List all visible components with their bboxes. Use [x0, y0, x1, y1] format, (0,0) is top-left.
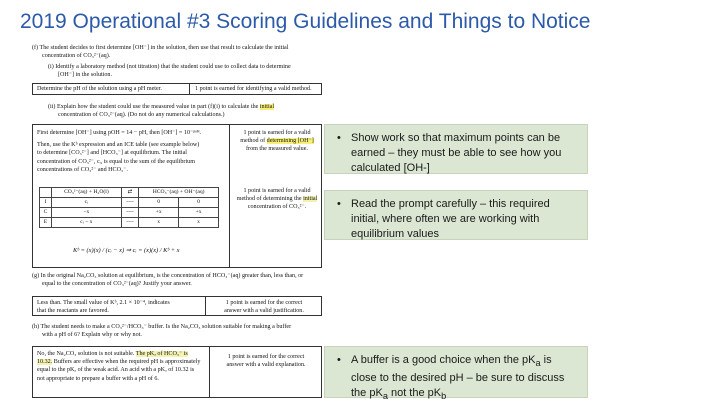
part-f-ii-line-2: concentration of CO₃²⁻(aq). (Do not do any numerical calculations.) [58, 112, 225, 119]
part-h-answer-box [32, 346, 322, 398]
part-f-prompt [32, 44, 502, 60]
part-g-answer-box [32, 296, 322, 316]
note-read-prompt-text: Read the prompt carefully – this required initial, where often we are working with equilibrium values [351, 198, 550, 240]
note-buffer: • A buffer is a good choice when the $pK_a$ is close to the desired pH – be sure to discuss the $pK_a$ not the $pK_b$ [324, 346, 588, 398]
part-f-line-2: concentration of CO₃²⁻(aq). [42, 53, 111, 60]
part-f-ii-points-1: 1 point is earned for a valid method of determining [OH⁻] from the measured value. [240, 130, 314, 153]
ice-table [39, 187, 219, 228]
part-f-i-answer: Determine the pH of the solution using a pH meter. [37, 86, 162, 92]
part-h-prompt [32, 323, 502, 339]
highlight-determining-oh: determining [OH⁻] [266, 138, 314, 145]
note-show-work-text: Show work so that maximum points can be earned – they must be able to see how you calculated [OH-] [351, 132, 562, 174]
part-f-i-prompt [48, 63, 498, 79]
part-g-points: 1 point is earned for the correct answer with a valid justification. [224, 300, 304, 315]
note-read-prompt: • Read the prompt carefully – this required initial, where often we are working with equilibrium values [324, 190, 588, 240]
part-g-line-1: (g) In the original Na₂CO₃ solution at equilibrium, is the concentration of HCO₃⁻(aq) greater than, less than, or [32, 273, 304, 279]
part-f-ii-points-2: 1 point is earned for a valid method of determining the initial concentration of CO₃²⁻. [236, 188, 318, 211]
part-h-line-2: with a pH of 6? Explain why or why not. [42, 332, 142, 339]
part-g-line-2: equal to the concentration of CO₃²⁻(aq)? Justify your answer. [42, 281, 192, 288]
highlight-initial-2: initial [303, 196, 318, 203]
part-f-ii-answer-box [32, 124, 322, 268]
part-f-i-answer-box [32, 83, 322, 95]
highlight-initial: initial [259, 104, 275, 110]
note-buffer-text: A buffer is a good choice when the $pK_a$ is close to the desired pH – be sure to discuss the $pK_a$ not the $pK_b$ [351, 354, 565, 402]
part-f-i-line-2: [OH⁻] in the solution. [58, 72, 112, 79]
part-f-i-line-1: (i) Identify a laboratory method (not titration) that the student could use to collect data to determine [48, 64, 291, 70]
slide-title: 2019 Operational #3 Scoring Guidelines and Things to Notice [20, 10, 591, 33]
part-g-answer: Less than. The small value of Kᵇ, 2.1 × 10⁻⁴, indicates that the reactants are favored. [37, 300, 170, 315]
part-f-ii-prompt [48, 103, 498, 119]
part-g-prompt [32, 272, 502, 288]
part-f-i-points: 1 point is earned for identifying a valid method. [195, 86, 312, 92]
note-show-work: • Show work so that maximum points can be earned – they must be able to see how you calculated [OH-] [324, 124, 588, 174]
ice-row-initial: I cᵢ ---- 0 0 [40, 198, 219, 208]
part-f-line-1: (f) The student decides to first determine [OH⁻] in the solution, then use that result to calculate the initial [32, 45, 289, 51]
part-h-line-1: (h) The student needs to make a CO₃²⁻/HCO₃⁻ buffer. Is the Na₂CO₃ solution suitable for making a buffer [32, 324, 292, 330]
kb-equation: Kᵇ = (x)(x) / (cᵢ − x) ⇒ cᵢ = (x)(x) / Kᵇ + x [73, 247, 180, 254]
highlight-pka: The pKₐ of HCO₃⁻ is [135, 351, 188, 357]
part-f-ii-line-1: (ii) Explain how the student could use the measured value in part (f)(i) to calculate the [48, 104, 260, 110]
ice-row-equilibrium: E cᵢ − x ---- x x [40, 218, 219, 228]
part-h-points: 1 point is earned for the correct answer with a valid explanation. [226, 354, 306, 369]
part-f-ii-answer: First determine [OH⁻] using pOH = 14 − pH, then [OH⁻] = 10⁻ᵖᵒᴴ. Then, use the Kᵇ expression and an ICE table (see example below) to determine [CO₃²⁻] and [HCO₃⁻] at equilibrium. The initial concentration of CO₃²⁻, cᵢ, is equal to the sum of the equilibrium concentrations of CO₃²⁻ and HCO₃⁻. [37, 130, 202, 173]
ice-header-row: CO₃²⁻(aq) + H₂O(l) ⇄ HCO₃⁻(aq) + OH⁻(aq) [40, 188, 219, 198]
part-h-answer: No, the Na₂CO₃ solution is not suitable. The pKₐ of HCO₃⁻ is 10.32. Buffers are effective when the required pH is approximately equal to the pKₐ of the weak acid. An acid with a pKₐ of 10.32 is not appropriate to prepare a buffer with a pH of 6. [37, 351, 201, 382]
ice-row-change: C −x ---- +x +x [40, 208, 219, 218]
